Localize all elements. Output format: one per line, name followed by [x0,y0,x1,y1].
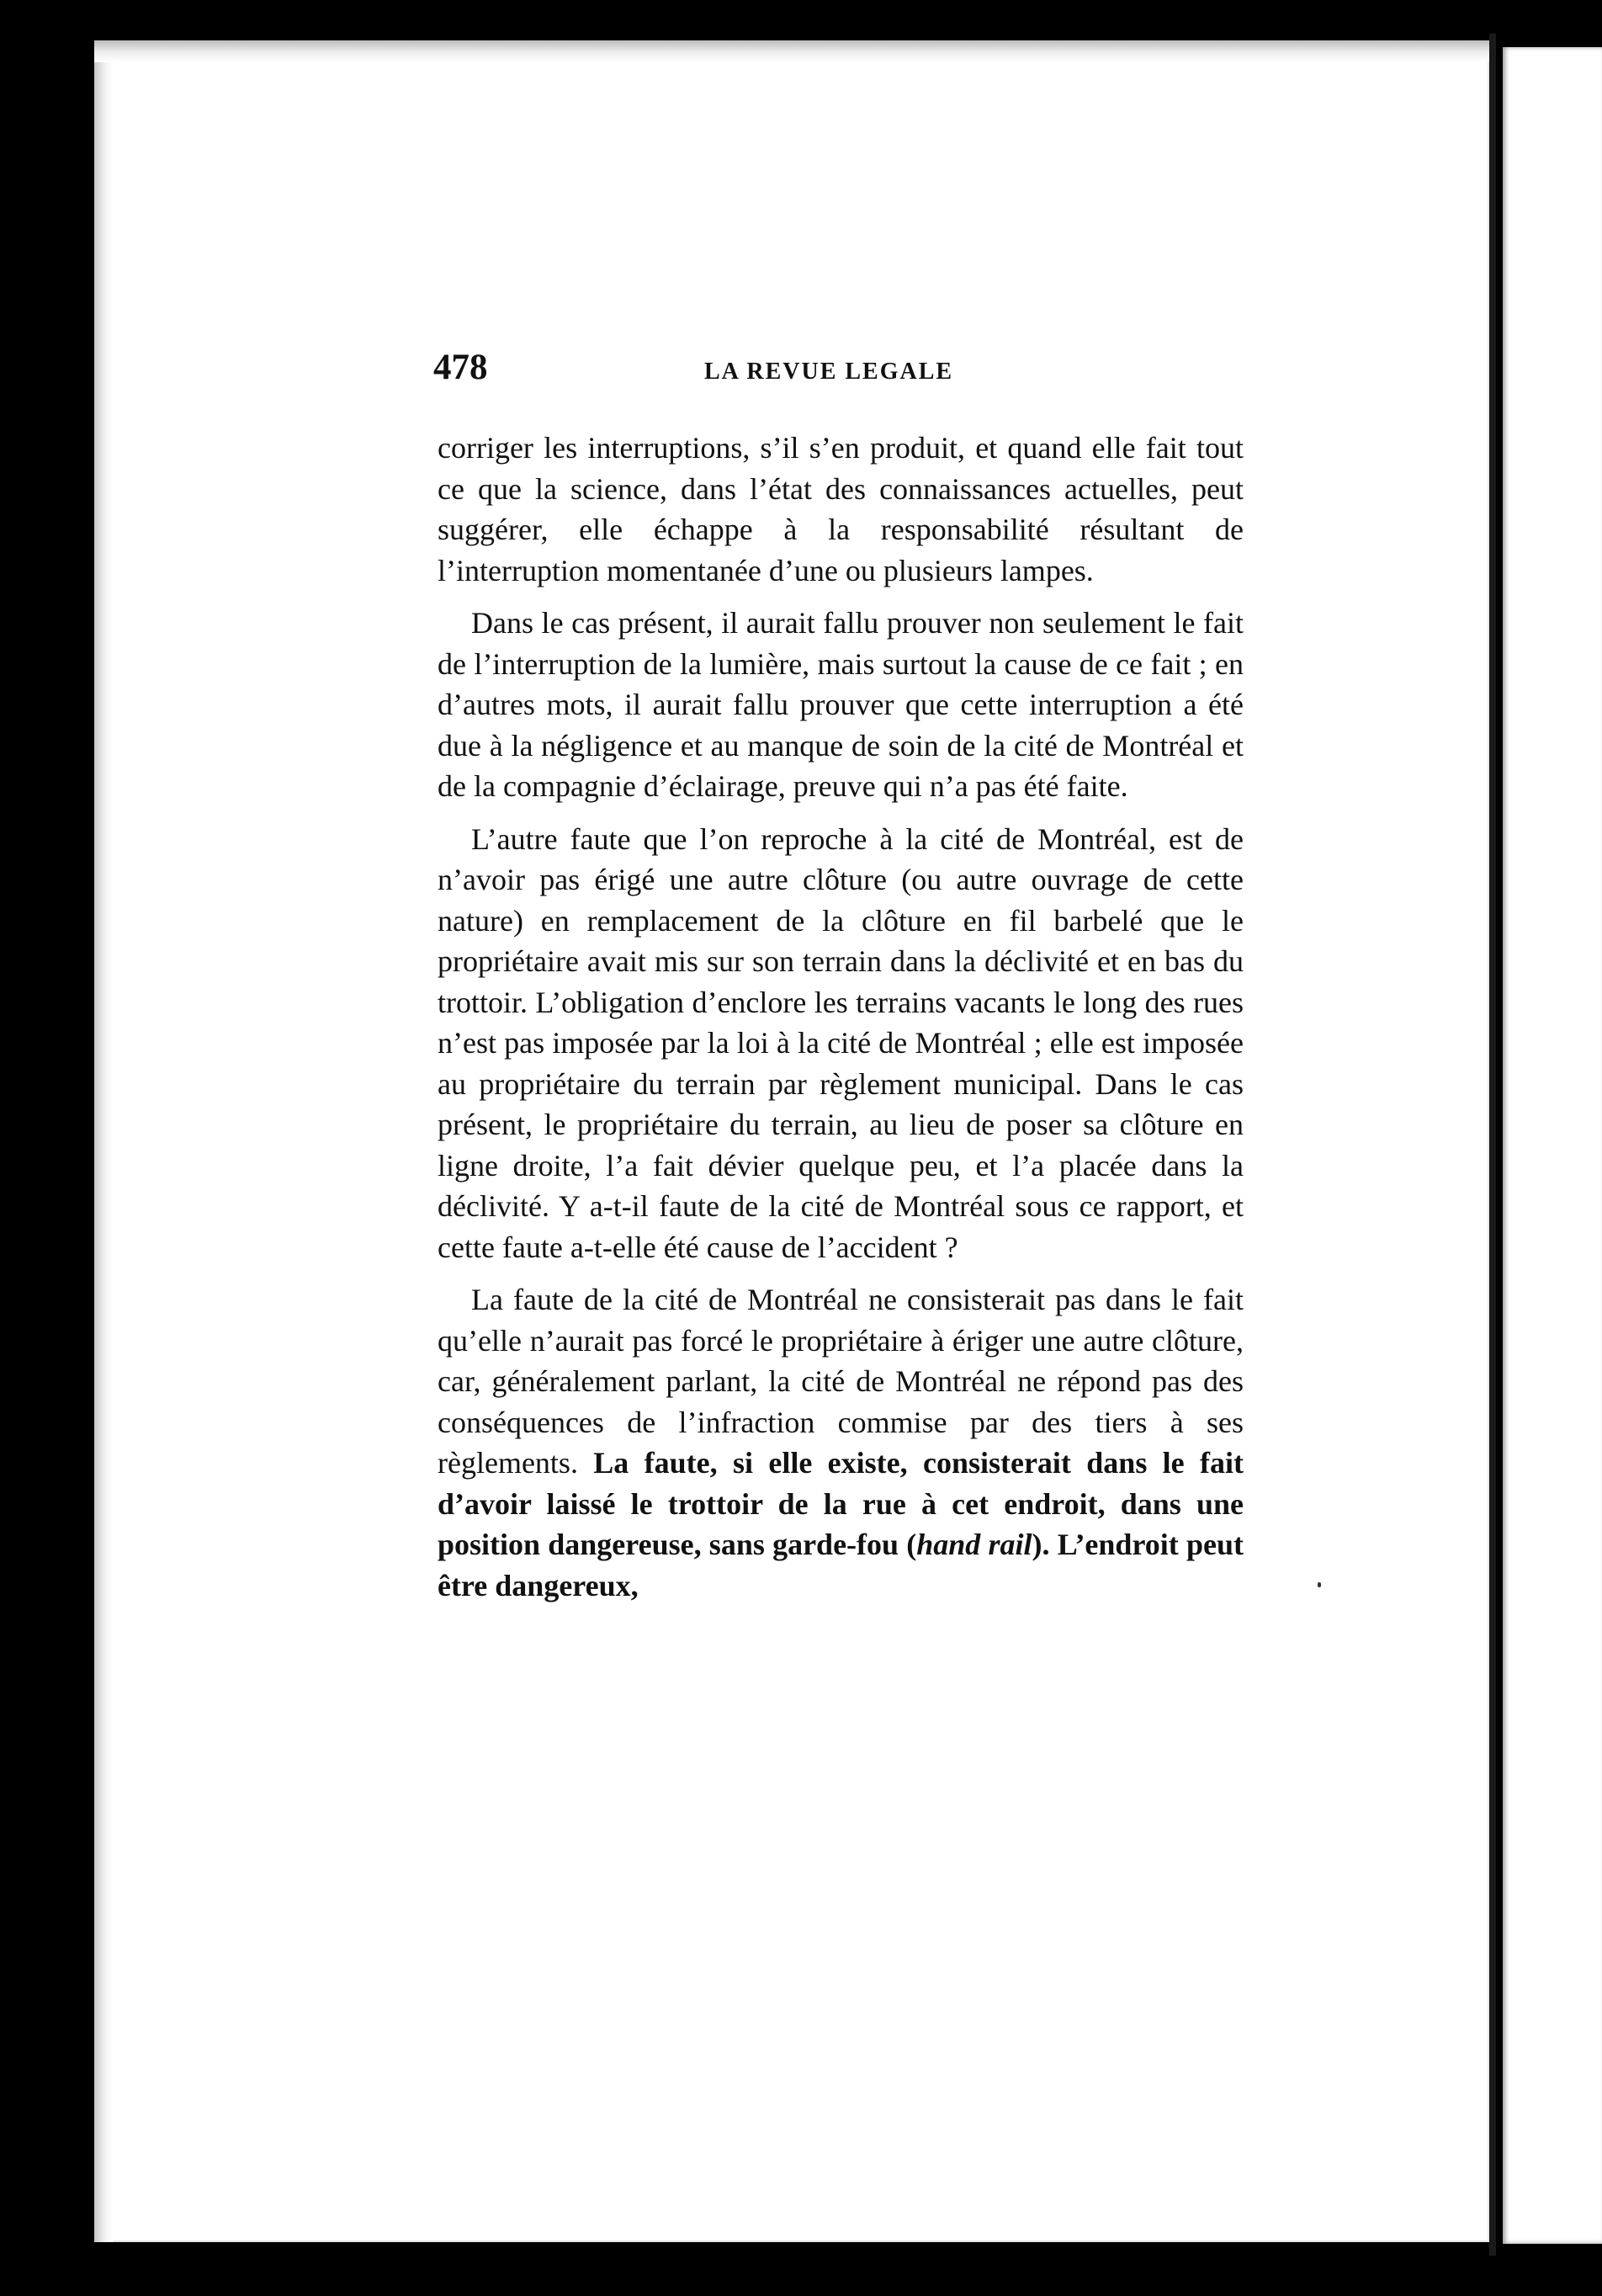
page-top-shadow [94,40,1489,62]
paragraph-4-regular: La faute de la cité de Montréal ne consisterait pas dans le fait qu’elle n’aurait pas forcé le propriétaire à ériger une autre clôture, car, généralement parlant, la cité de Montréal ne répond pas des conséquences de l’infraction commise par des tiers à ses règlements. [438,1283,1244,1480]
scan-speck [1318,1582,1321,1587]
page-edge-shadow [94,40,113,2242]
body-text [438,428,1244,1618]
page-number: 478 [433,348,488,387]
paragraph-2: Dans le cas présent, il aurait fallu prouver non seulement le fait de l’interruption de la lumière, mais surtout la cause de ce fait ; en d’autres mots, il aurait fallu prouver que cette interruption a été due à la négligence et au manque de soin de la cité de Montréal et de la compagnie d’éclairage, preuve qui n’a pas été faite. [438,606,1244,803]
paragraph-4-bold-end: ). L’endroit peut être dangereux, [438,1528,1244,1602]
facing-page-edge [1503,47,1602,2244]
paragraph-4 [438,1279,1244,1606]
paragraph-4-italic: hand rail [916,1528,1032,1561]
paragraph-1: corriger les interruptions, s’il s’en produit, et quand elle fait tout ce que la science, dans l’état des connaissances actuelles, peut suggérer, elle échappe à la responsabilité résultant de l’interruption momentanée d’une ou plusieurs lampes. [438,431,1244,587]
paragraph-3: L’autre faute que l’on reproche à la cité de Montréal, est de n’avoir pas érigé une autre clôture (ou autre ouvrage de cette nature) en remplacement de la clôture en fil barbelé que le propriétaire avait mis sur son terrain dans la déclivité et en bas du trottoir. L’obligation d’enclore les terrains vacants le long des rues n’est pas imposée par la loi à la cité de Montréal ; elle est imposée au propriétaire du terrain par règlement municipal. Dans le cas présent, le propriétaire du terrain, au lieu de poser sa clôture en ligne droite, l’a fait dévier quelque peu, et l’a placée dans la déclivité. Y a-t-il faute de la cité de Montréal sous ce rapport, et cette faute a-t-elle été cause de l’accident ? [438,821,1244,1264]
page-header [433,347,1275,406]
running-title: LA REVUE LEGALE [704,359,954,385]
gutter-divider [1489,34,1496,2256]
paragraph-4-bold: La faute, si elle existe, consisterait dans le fait d’avoir laissé le trottoir de la rue à cet endroit, dans une position dangereuse, sans garde-fou ( [438,1446,1244,1561]
